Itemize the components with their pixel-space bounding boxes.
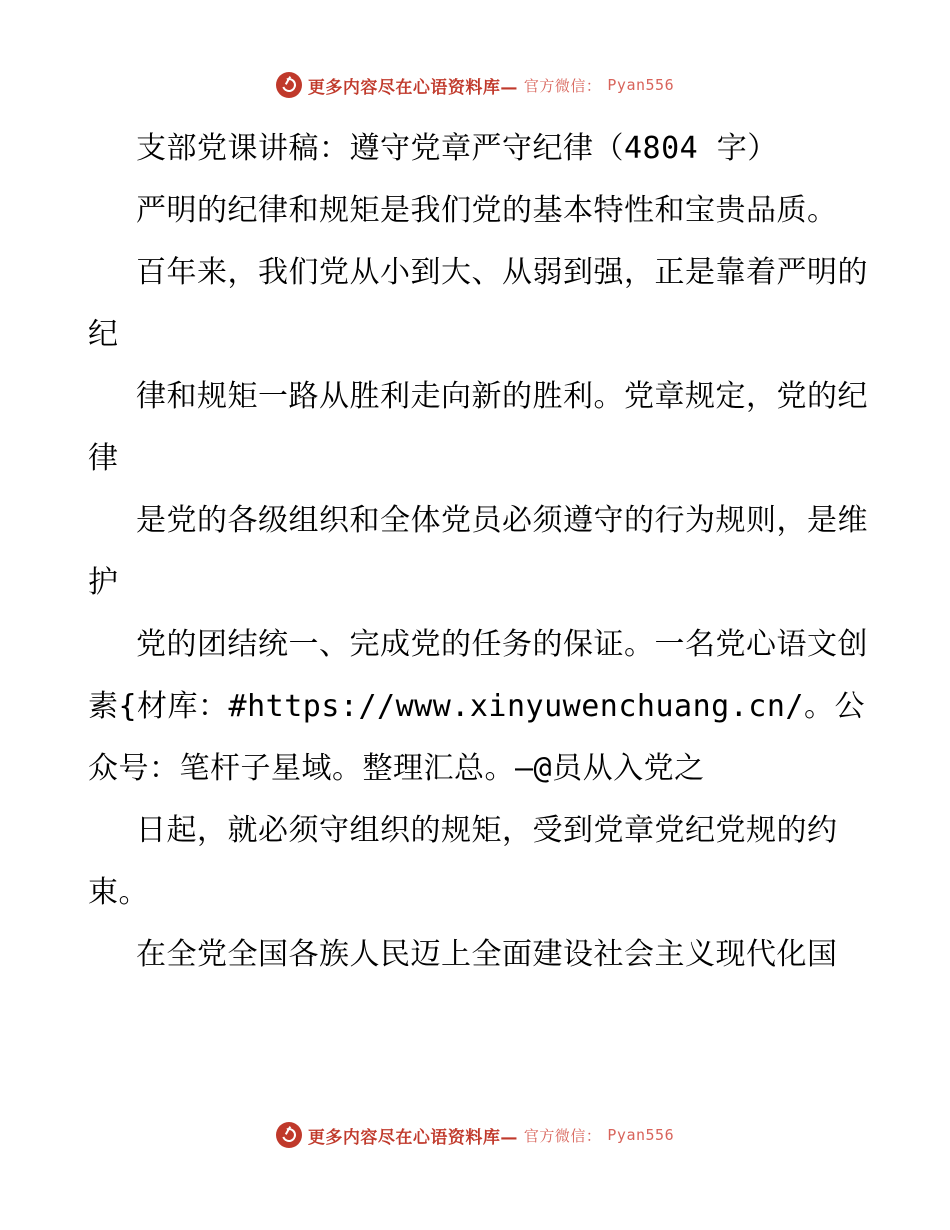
paragraph: 党的团结统一、完成党的任务的保证。一名党心语文创素{材库：#https://www.xinyuwenchuang.cn/。公众号：笔杆子星域。整理汇总。—@员从入党之: [88, 627, 868, 786]
watermark-sub-text: 官方微信：: [523, 76, 602, 95]
paragraph: 日起，就必须守组织的规矩，受到党章党纪党规的约束。: [88, 813, 838, 910]
paragraph: 严明的纪律和规矩是我们党的基本特性和宝贵品质。: [136, 193, 838, 228]
paragraph: 是党的各级组织和全体党员必须遵守的行为规则，是维护: [88, 503, 868, 600]
watermark-sub-text: 官方微信：: [523, 1126, 602, 1145]
document-text-body: [88, 118, 878, 986]
watermark-wechat-id: Pyan556: [607, 1126, 675, 1144]
watermark-wechat-id: Pyan556: [607, 76, 675, 94]
watermark-banner-top: [0, 72, 950, 98]
document-title-line: 支部党课讲稿：遵守党章严守纪律（4804 字）: [136, 131, 778, 166]
watermark-banner-bottom: [0, 1122, 950, 1148]
watermark-logo-icon: [276, 1122, 302, 1148]
watermark-logo-icon: [276, 72, 302, 98]
paragraph: 在全党全国各族人民迈上全面建设社会主义现代化国: [136, 937, 838, 972]
paragraph: 百年来，我们党从小到大、从弱到强，正是靠着严明的纪: [88, 255, 868, 352]
paragraph: 律和规矩一路从胜利走向新的胜利。党章规定，党的纪律: [88, 379, 868, 476]
watermark-main-text: 更多内容尽在心语资料库—: [307, 77, 518, 98]
watermark-main-text: 更多内容尽在心语资料库—: [307, 1127, 518, 1148]
